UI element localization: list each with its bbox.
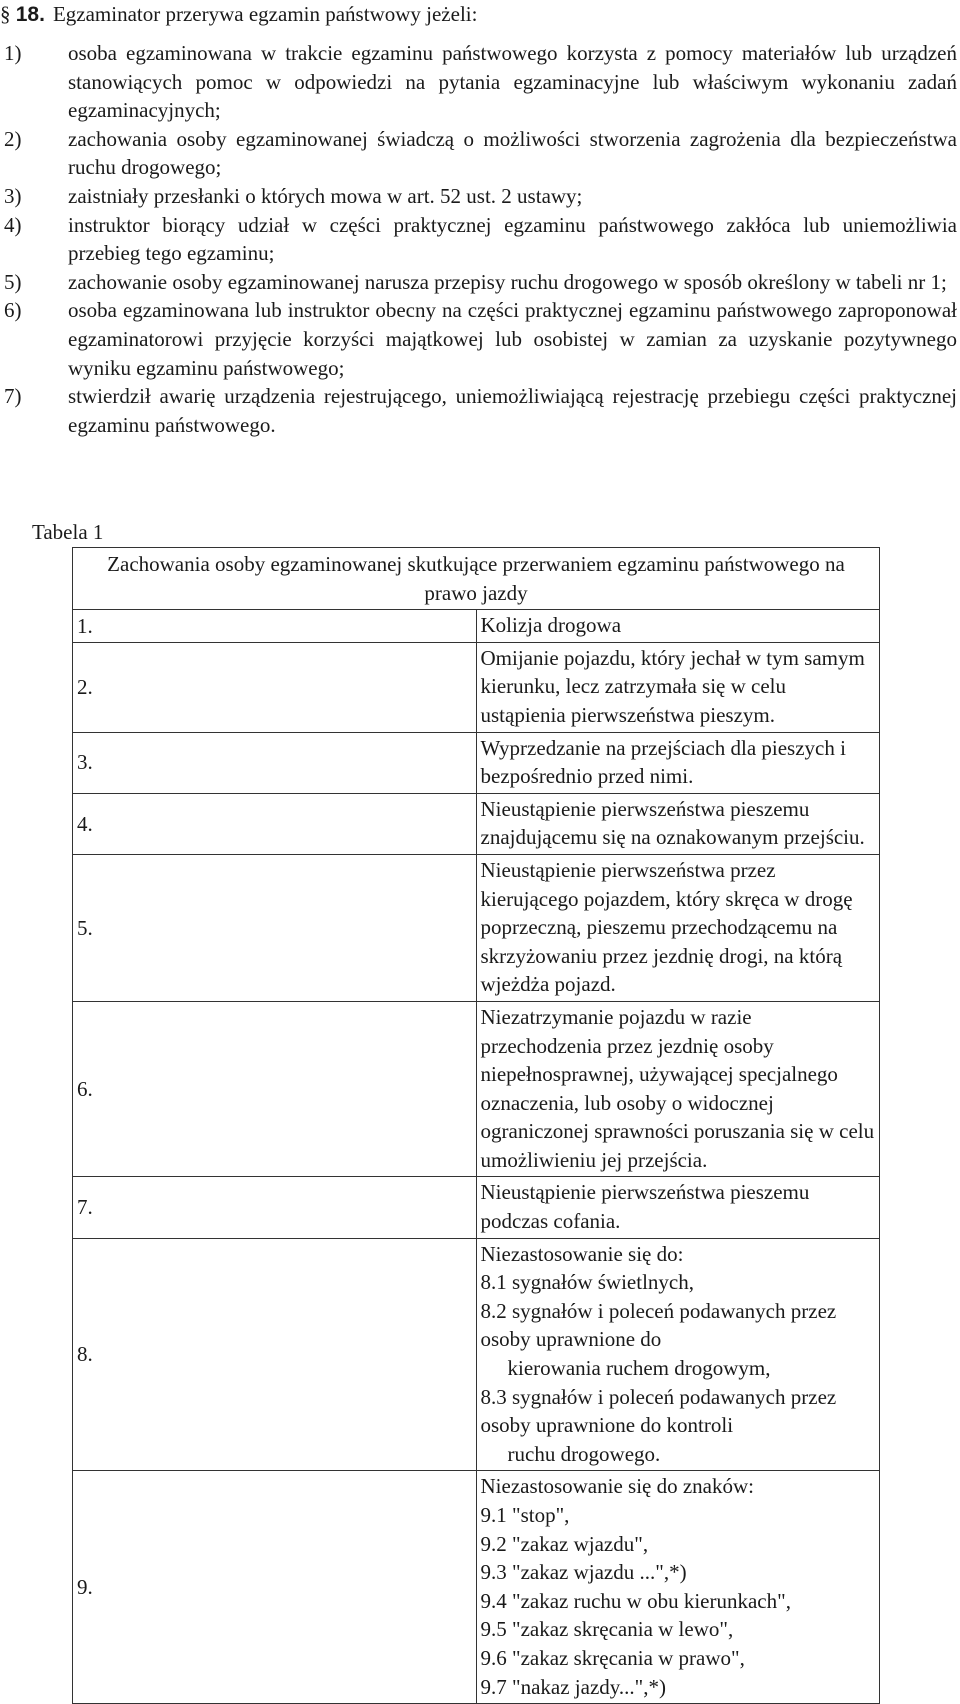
row-text xyxy=(476,1471,880,1704)
sub-item-line: kierowania ruchem drogowym, xyxy=(507,1356,771,1381)
item-marker: 4) xyxy=(4,212,22,237)
section-symbol: § xyxy=(0,2,11,26)
row-number: 7. xyxy=(73,1177,477,1238)
item-marker: 2) xyxy=(4,126,22,151)
sub-item-line: 9.6 "zakaz skręcania w prawo", xyxy=(480,1645,745,1670)
row-text: Nieustąpienie pierwszeństwa pieszemu znajdującemu się na oznakowanym przejściu. xyxy=(476,793,880,854)
row-text: Nieustąpienie pierwszeństwa przez kierującego pojazdem, który skręca w drogę poprzeczną, pieszemu przechodzącemu na skrzyżowaniu przez jezdnię drogi, na którą wjeżdża pojazd. xyxy=(476,854,880,1001)
sub-item-line: 8.1 sygnałów świetlnych, xyxy=(480,1270,694,1295)
list-item xyxy=(0,382,957,439)
table-row xyxy=(73,1238,880,1471)
conduct-table xyxy=(72,547,880,1704)
row-number: 1. xyxy=(73,610,477,643)
sub-item-line: 9.4 "zakaz ruchu w obu kierunkach", xyxy=(480,1588,791,1613)
table-row xyxy=(73,1471,880,1704)
table-row xyxy=(73,732,880,793)
table-row xyxy=(73,1001,880,1177)
table-caption: Tabela 1 xyxy=(32,520,104,544)
sub-item-line: 9.1 "stop", xyxy=(480,1503,570,1527)
list-item xyxy=(0,182,957,211)
table-row xyxy=(73,610,880,643)
item-marker: 3) xyxy=(4,183,22,208)
row-number: 5. xyxy=(73,854,477,1001)
row-number: 3. xyxy=(73,732,477,793)
table-row xyxy=(73,854,880,1001)
item-marker: 5) xyxy=(4,269,22,294)
item-text: stwierdził awarię urządzenia rejestrującego, uniemożliwiającą rejestrację przebiegu części praktycznej egzaminu państwowego. xyxy=(68,384,957,437)
table-row xyxy=(73,793,880,854)
item-marker: 6) xyxy=(4,298,22,323)
table-title: Zachowania osoby egzaminowanej skutkujące przerwaniem egzaminu państwowego na prawo jazdy xyxy=(73,548,880,610)
section-title: Egzaminator przerywa egzamin państwowy jeżeli: xyxy=(52,2,478,26)
item-text: osoba egzaminowana w trakcie egzaminu państwowego korzysta z pomocy materiałów lub urządzeń stanowiących pomoc w odpowiedzi na pytania egzaminacyjne lub właściwym wykonaniu zadań egzaminacyjnych; xyxy=(68,41,957,123)
conditions-list xyxy=(0,39,957,439)
row-number: 9. xyxy=(73,1471,477,1704)
item-text: osoba egzaminowana lub instruktor obecny na części praktycznej egzaminu państwowego zaproponował egzaminatorowi przyjęcie korzyści majątkowej lub osobistej w zamian za uzyskanie pozytywnego wyniku egzaminu państwowego; xyxy=(68,298,957,380)
sub-item-line: 9.3 "zakaz wjazdu ...",*) xyxy=(480,1560,687,1585)
sub-item-line: Niezastosowanie się do: xyxy=(480,1241,684,1266)
list-item xyxy=(0,296,957,382)
row-number: 2. xyxy=(73,642,477,732)
section-heading xyxy=(0,0,958,30)
row-text xyxy=(476,1238,880,1471)
row-text: Nieustąpienie pierwszeństwa pieszemu podczas cofania. xyxy=(476,1177,880,1238)
row-number: 4. xyxy=(73,793,477,854)
row-text: Niezatrzymanie pojazdu w razie przechodzenia przez jezdnię osoby niepełnosprawnej, używającej specjalnego oznaczenia, lub osoby o widocznej ograniczonej sprawności poruszania się w celu umożliwieniu jej przejścia. xyxy=(476,1001,880,1177)
sub-item-line: ruchu drogowego. xyxy=(507,1441,661,1466)
sub-item-line: 9.2 "zakaz wjazdu", xyxy=(480,1531,649,1556)
section-number: 18. xyxy=(15,3,45,26)
table-header-row xyxy=(73,548,880,610)
item-text: zachowania osoby egzaminowanej świadczą o możliwości stworzenia zagrożenia dla bezpieczeństwa ruchu drogowego; xyxy=(68,126,957,180)
row-text: Wyprzedzanie na przejściach dla pieszych i bezpośrednio przed nimi. xyxy=(476,732,880,793)
item-marker: 7) xyxy=(4,384,22,409)
sub-item-line: 8.3 sygnałów i poleceń podawanych przez osoby uprawnione do kontroli xyxy=(480,1384,837,1438)
item-marker: 1) xyxy=(4,41,22,65)
sub-item-line: 8.2 sygnałów i poleceń podawanych przez osoby uprawnione do xyxy=(480,1298,837,1352)
row-text: Kolizja drogowa xyxy=(476,610,880,643)
row-number: 8. xyxy=(73,1238,477,1471)
row-text: Omijanie pojazdu, który jechał w tym samym kierunku, lecz zatrzymała się w celu ustąpienia pierwszeństwa pieszym. xyxy=(476,642,880,732)
item-text: instruktor biorący udział w części praktycznej egzaminu państwowego zakłóca lub uniemożliwia przebieg tego egzaminu; xyxy=(68,212,957,266)
row-number: 6. xyxy=(73,1001,477,1177)
item-text: zaistniały przesłanki o których mowa w art. 52 ust. 2 ustawy; xyxy=(68,183,583,208)
sub-item-line: 9.5 "zakaz skręcania w lewo", xyxy=(480,1617,734,1642)
table-row xyxy=(73,1177,880,1238)
sub-item-line: Niezastosowanie się do znaków: xyxy=(480,1474,755,1499)
list-item xyxy=(0,268,957,297)
list-item xyxy=(0,125,957,182)
item-text: zachowanie osoby egzaminowanej narusza przepisy ruchu drogowego w sposób określony w tabeli nr 1; xyxy=(68,269,947,294)
table-row xyxy=(73,642,880,732)
sub-item-line: 9.7 "nakaz jazdy...",*) xyxy=(480,1674,666,1699)
list-item xyxy=(0,39,957,125)
list-item xyxy=(0,211,957,268)
